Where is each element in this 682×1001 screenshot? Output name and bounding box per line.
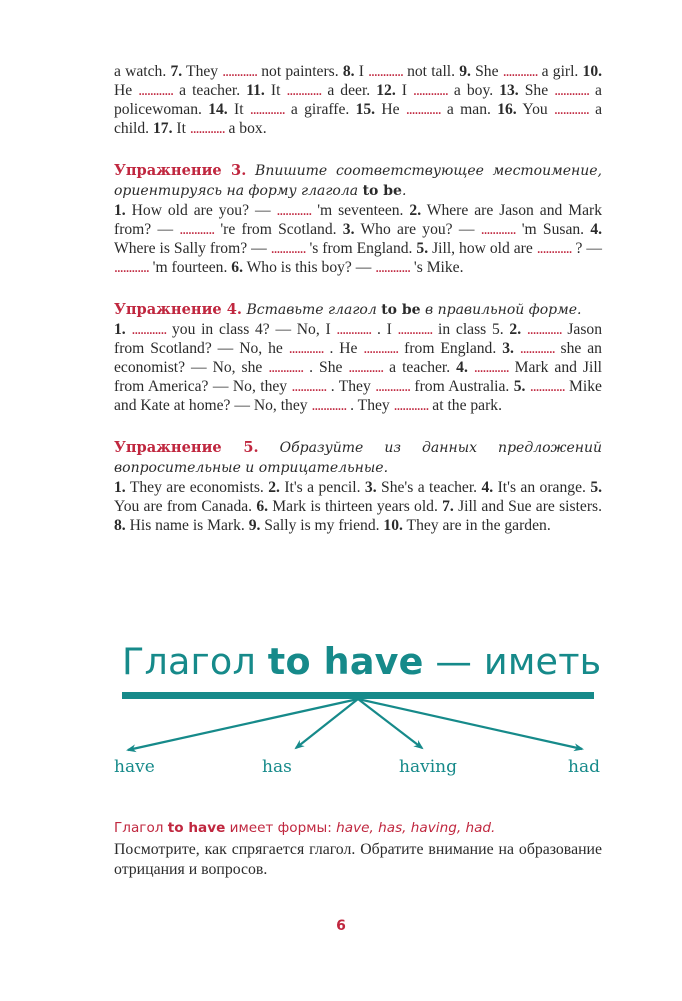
answer-blank[interactable]: ............ <box>268 359 304 376</box>
item-number: 15. <box>355 101 376 118</box>
exercise-3-label: Упражнение 3. <box>114 162 247 179</box>
item-number: 1. <box>114 479 126 496</box>
text-run: He <box>114 82 139 99</box>
item-number: 3. <box>342 221 355 238</box>
text-run: a teacher. <box>383 359 457 376</box>
answer-blank[interactable]: ............ <box>114 259 149 276</box>
form-have: have <box>114 757 155 777</box>
item-number: 5. <box>590 479 603 496</box>
answer-blank[interactable]: ............ <box>363 340 399 357</box>
text-run: Mike and Kate at home? — No, they <box>114 378 602 414</box>
text-run: from Australia. <box>409 378 514 395</box>
item-number: 9. <box>248 517 261 534</box>
sentence: They are economists. <box>125 479 269 496</box>
item-number: 3. <box>364 479 377 496</box>
section-title: Глагол to have — иметь <box>122 640 602 683</box>
exercise-5-label: Упражнение 5. <box>114 439 259 456</box>
text-run: She <box>470 63 503 80</box>
text-run: 'm seventeen. <box>311 202 410 219</box>
text-run: a policewoman. <box>114 82 602 118</box>
arrow-have-icon <box>128 699 358 750</box>
item-number: 6. <box>231 259 243 276</box>
text-run: a girl. <box>537 63 583 80</box>
text-run: you in class 4? — No, I <box>166 321 337 338</box>
answer-blank[interactable]: ............ <box>222 63 258 80</box>
text-run: a man. <box>440 101 498 118</box>
item-number: 4. <box>456 359 468 376</box>
sentence: His name is Mark. <box>125 517 249 534</box>
exercise-4-instruction: Вставьте глагол to be в правильной форме. <box>242 302 582 318</box>
answer-blank[interactable]: ............ <box>291 378 327 395</box>
item-number: 14. <box>208 101 228 118</box>
text-run: Where are Jason and Mark from? — <box>114 202 603 238</box>
item-number: 5. <box>513 378 526 395</box>
text-run: Where is Sally from? — <box>114 240 271 257</box>
text-run: She <box>518 82 555 99</box>
text-run: 'm fourteen. <box>148 259 232 276</box>
item-number: 1. <box>114 321 126 338</box>
answer-blank[interactable]: ............ <box>288 340 324 357</box>
item-number: 12. <box>376 82 396 99</box>
text-run: not painters. <box>257 63 343 80</box>
text-run: at the park. <box>428 397 502 414</box>
text-run: in class 5. <box>432 321 510 338</box>
answer-blank[interactable]: ............ <box>276 202 312 219</box>
text-run: You <box>516 101 554 118</box>
text-run: she an economist? — No, she <box>114 340 602 376</box>
answer-blank[interactable]: ............ <box>311 397 347 414</box>
text-run: a deer. <box>321 82 377 99</box>
rule-heading: Глагол to have имеет формы: have, has, having, had. <box>114 820 496 836</box>
item-number: 8. <box>114 517 126 534</box>
text-run: It <box>227 101 250 118</box>
sentence: Jill and Sue are sisters. <box>453 498 602 515</box>
exercise-5-instruction: Образуйте из данных предложений вопросительные и отрицательные. <box>114 440 602 476</box>
text-run: I <box>354 63 369 80</box>
item-number: 1. <box>114 202 126 219</box>
sentence: It's a pencil. <box>279 479 365 496</box>
text-run: . She <box>303 359 349 376</box>
form-has: has <box>262 757 292 777</box>
answer-blank[interactable]: ............ <box>375 378 410 395</box>
exercise-3-instruction: Впишите соответствующее местоимение, ориентируясь на форму глагола to be. <box>114 163 602 199</box>
answer-blank[interactable]: ............ <box>270 240 306 257</box>
answer-blank[interactable]: ............ <box>179 221 215 238</box>
answer-blank[interactable]: ............ <box>554 101 589 118</box>
item-number: 4. <box>481 479 494 496</box>
sentence: You are from Canada. <box>114 498 257 515</box>
text-run: 's Mike. <box>410 259 464 276</box>
text-run: 'm Susan. <box>515 221 591 238</box>
answer-blank[interactable]: ............ <box>502 63 538 80</box>
answer-blank[interactable]: ............ <box>413 82 448 99</box>
text-run: a child. <box>114 101 602 137</box>
item-number: 6. <box>256 498 269 515</box>
text-run: a boy. <box>447 82 500 99</box>
item-number: 7. <box>170 63 183 80</box>
sentence: Mark is thirteen years old. <box>268 498 443 515</box>
text-run: not tall. <box>402 63 460 80</box>
item-number: 10. <box>383 517 403 534</box>
text-run: It <box>264 82 287 99</box>
answer-blank[interactable]: ............ <box>519 340 555 357</box>
answer-blank[interactable]: ............ <box>286 82 322 99</box>
item-number: 17. <box>152 120 173 137</box>
item-number: 3. <box>502 340 514 357</box>
answer-blank[interactable]: ............ <box>480 221 516 238</box>
text-run: Jason from Scotland? — No, he <box>114 321 603 357</box>
text-run: 's from England. <box>305 240 417 257</box>
text-run: from England. <box>398 340 503 357</box>
item-number: 8. <box>342 63 355 80</box>
item-number: 9. <box>459 63 471 80</box>
sentence: She's a teacher. <box>376 479 482 496</box>
text-run: How old are you? — <box>125 202 277 219</box>
text-run: . He <box>323 340 364 357</box>
text-run: . They <box>326 378 376 395</box>
answer-blank[interactable]: ............ <box>536 240 572 257</box>
text-run: ? — <box>571 240 603 257</box>
item-number: 10. <box>582 63 603 80</box>
item-number: 11. <box>246 82 265 99</box>
answer-blank[interactable]: ............ <box>138 82 174 99</box>
answer-blank[interactable]: ............ <box>368 63 403 80</box>
item-number: 2. <box>268 479 280 496</box>
text-run: I <box>395 82 414 99</box>
answer-blank[interactable]: ............ <box>336 321 372 338</box>
answer-blank[interactable]: ............ <box>348 359 384 376</box>
page-number: 6 <box>336 918 346 934</box>
text-run: Jill, how old are <box>428 240 537 257</box>
rule-text: Посмотрите, как спрягается глагол. Обратите внимание на образование отрицания и вопросов. <box>114 841 602 878</box>
answer-blank[interactable]: ............ <box>405 101 441 118</box>
text-run: Who is this boy? — <box>242 259 376 276</box>
text-run: They <box>182 63 223 80</box>
sentence: It's an orange. <box>493 479 591 496</box>
text-run: 're from Scotland. <box>214 221 343 238</box>
sentence: Sally is my friend. <box>260 517 384 534</box>
item-number: 16. <box>497 101 517 118</box>
answer-blank[interactable]: ............ <box>375 259 411 276</box>
text-run: He <box>375 101 406 118</box>
answer-blank[interactable]: ............ <box>249 101 285 118</box>
item-number: 2. <box>409 202 422 219</box>
form-had: had <box>568 757 600 777</box>
text-run: a teacher. <box>173 82 247 99</box>
item-number: 7. <box>442 498 454 515</box>
text-run: . They <box>346 397 394 414</box>
text-run: . I <box>371 321 398 338</box>
item-number: 5. <box>416 240 429 257</box>
exercise-4-label: Упражнение 4. <box>114 301 242 318</box>
item-number: 2. <box>509 321 522 338</box>
answer-blank[interactable]: ............ <box>397 321 433 338</box>
answer-blank[interactable]: ............ <box>131 321 167 338</box>
text-run: a giraffe. <box>284 101 356 118</box>
title-underline-bar <box>122 692 594 699</box>
text-run: a watch. <box>114 63 171 80</box>
answer-blank[interactable]: ............ <box>393 397 429 414</box>
item-number: 13. <box>499 82 519 99</box>
text-run: Who are you? — <box>354 221 481 238</box>
form-having: having <box>399 757 457 777</box>
answer-blank[interactable]: ............ <box>473 359 509 376</box>
text-run: a box. <box>224 120 267 137</box>
text-run: Mark and Jill from America? — No, they <box>114 359 602 395</box>
answer-blank[interactable]: ............ <box>554 82 589 99</box>
answer-blank[interactable]: ............ <box>529 378 565 395</box>
text-run: It <box>172 120 190 137</box>
sentence: They are in the garden. <box>402 517 551 534</box>
item-number: 4. <box>590 221 603 238</box>
rule-block <box>114 818 602 880</box>
answer-blank[interactable]: ............ <box>526 321 562 338</box>
answer-blank[interactable]: ............ <box>189 120 225 137</box>
